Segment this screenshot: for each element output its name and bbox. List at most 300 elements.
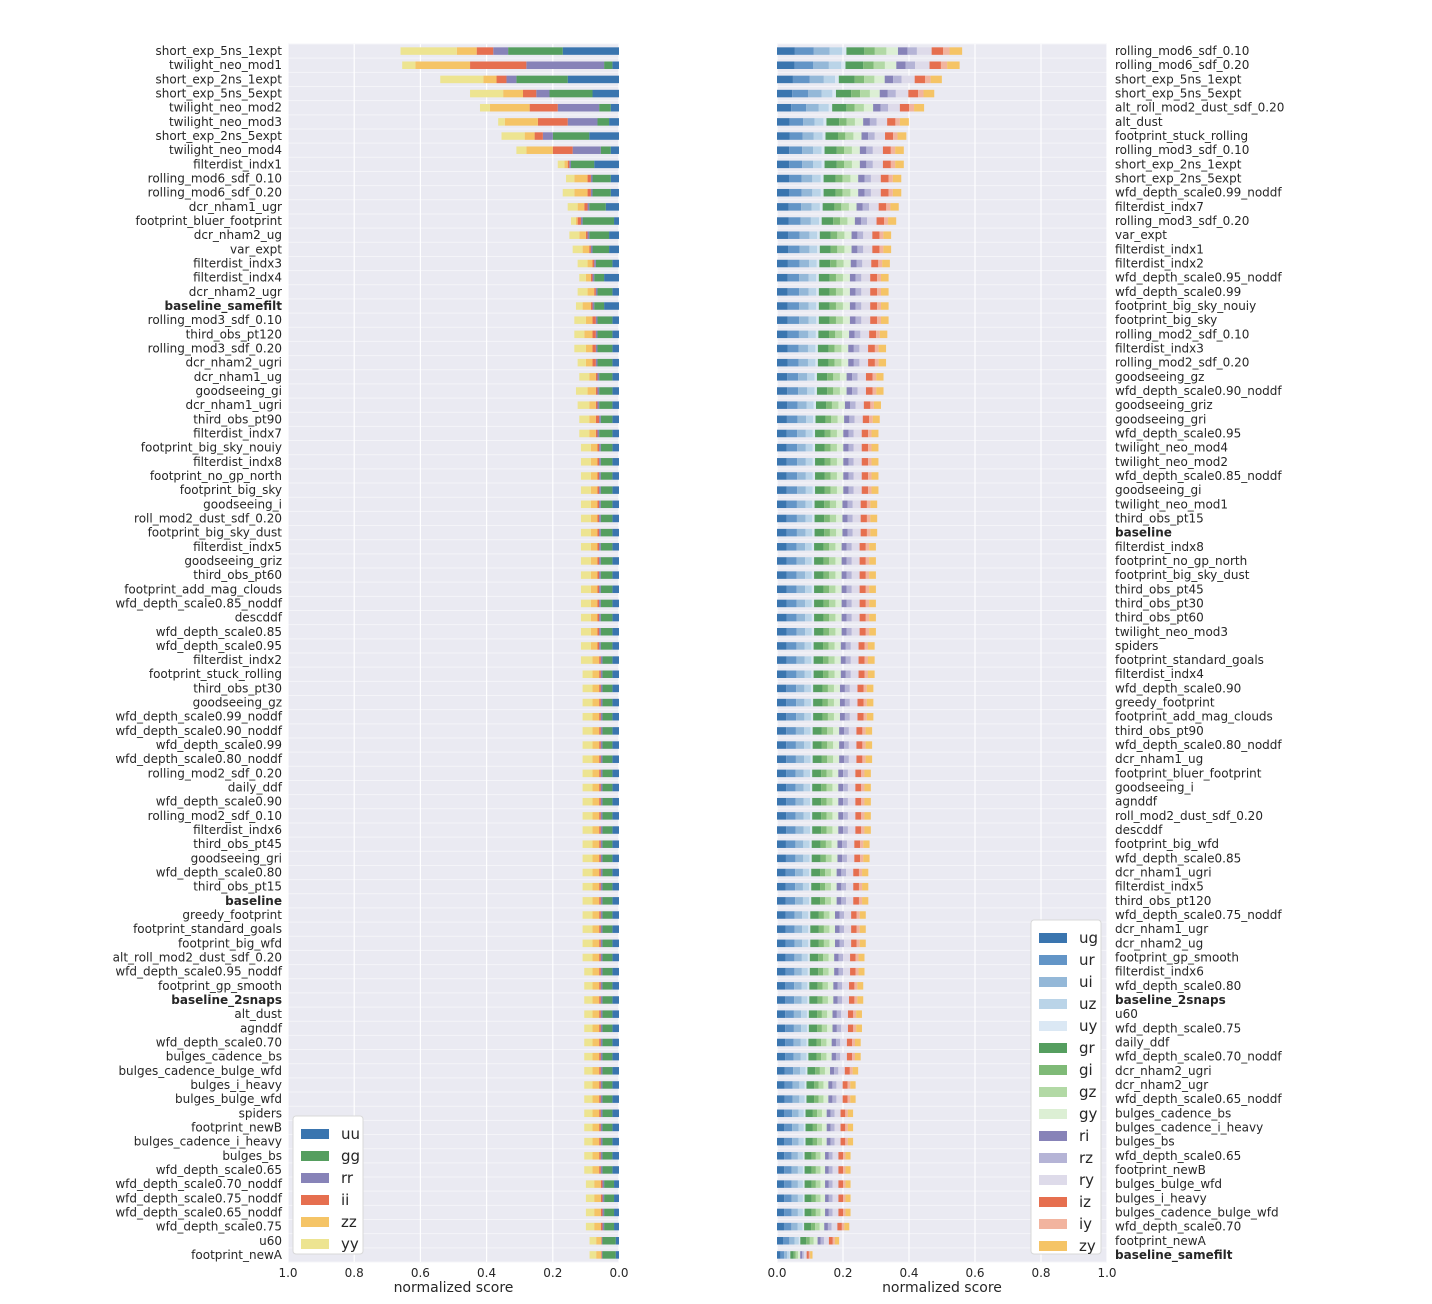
bar-segment-iy [866, 571, 869, 579]
bar-segment-uy [822, 161, 825, 169]
bar-segment-gy [849, 203, 857, 211]
bar-segment-uy [807, 1010, 809, 1018]
bar-segment-uz [798, 1209, 803, 1217]
bar-segment-rz [832, 1095, 836, 1103]
bar-segment-iz [854, 855, 860, 863]
category-label: rolling_mod6_sdf_0.20 [1115, 58, 1250, 73]
bar-segment-gg [601, 529, 613, 537]
bar-segment-rr [599, 642, 601, 650]
x-tick-label: 0.0 [609, 1266, 629, 1280]
bar-segment-gr [814, 614, 824, 622]
bar-segment-zy [867, 685, 874, 693]
category-label: wfd_depth_scale0.65_noddf [115, 1205, 282, 1220]
bar-segment-uy [805, 1081, 807, 1089]
category-label: wfd_depth_scale0.99_noddf [115, 709, 282, 724]
category-label: footprint_newA [1115, 1233, 1206, 1248]
bar-segment-uy [810, 840, 812, 848]
bar-segment-rz [837, 1025, 841, 1033]
bar-segment-gy [842, 331, 849, 339]
bar-segment-uu [612, 713, 619, 721]
bar-segment-gy [864, 104, 873, 112]
bar-segment-yy [584, 982, 592, 990]
bar-segment-ry [834, 1124, 840, 1132]
bar-segment-yy [581, 586, 591, 594]
bar-segment-gy [831, 869, 837, 877]
legend-label-uz: uz [1079, 995, 1097, 1013]
bar-segment-gy [843, 302, 850, 310]
bar-segment-gg [571, 161, 594, 169]
bar-segment-zz [579, 231, 586, 239]
bar-segment-rr [601, 784, 603, 792]
bar-segment-ry [854, 430, 862, 438]
bar-segment-gy [829, 911, 835, 919]
bar-segment-uz [801, 1025, 807, 1033]
bar-segment-zz [591, 571, 598, 579]
bar-segment-gr [826, 118, 839, 126]
bar-segment-ug [777, 557, 787, 565]
bar-segment-uy [812, 529, 814, 537]
bar-segment-iy [861, 812, 864, 820]
bar-segment-ug [777, 1110, 784, 1118]
bar-segment-uy [811, 699, 813, 707]
category-label: short_exp_5ns_1expt [155, 44, 282, 59]
legend-label-gy: gy [1079, 1105, 1098, 1123]
category-label: footprint_bluer_footprint [135, 214, 282, 229]
bar-segment-zy [898, 132, 907, 140]
bar-segment-gg [604, 61, 612, 69]
bar-segment-rz [846, 670, 851, 678]
bar-segment-gr [812, 812, 821, 820]
bar-segment-ii [597, 486, 599, 494]
bar-segment-ri [825, 1152, 829, 1160]
bar-segment-rz [855, 331, 861, 339]
bar-segment-uu [612, 699, 619, 707]
bar-segment-gr [804, 1223, 811, 1231]
bar-segment-iy [859, 897, 862, 905]
bar-segment-uz [804, 699, 811, 707]
bar-segment-ui [798, 401, 807, 409]
bar-segment-ur [787, 373, 798, 381]
bar-segment-gy [827, 1010, 832, 1018]
bar-segment-iz [855, 784, 861, 792]
bar-segment-ry [846, 869, 853, 877]
bar-segment-gr [808, 1039, 816, 1047]
bar-segment-rz [848, 529, 853, 537]
bar-segment-ii [599, 855, 601, 863]
category-label: footprint_stuck_rolling [1115, 129, 1249, 144]
x-tick-label: 1.0 [1097, 1266, 1117, 1280]
bar-segment-ui [799, 288, 809, 296]
bar-segment-uu [612, 486, 619, 494]
bar-segment-gy [886, 47, 898, 55]
bar-segment-gz [824, 940, 830, 948]
bar-segment-ii [601, 1223, 603, 1231]
bar-segment-uy [812, 543, 814, 551]
bar-segment-ug [777, 132, 789, 140]
x-tick-label: 0.6 [410, 1266, 430, 1280]
category-label: baseline [1115, 525, 1172, 540]
bar-segment-yy [584, 1110, 592, 1118]
bar-segment-uy [816, 331, 819, 339]
bar-segment-ii [568, 161, 570, 169]
bar-segment-gy [833, 755, 839, 763]
bar-segment-yy [402, 61, 415, 69]
bar-segment-ri [837, 883, 842, 891]
bar-segment-uz [824, 76, 835, 84]
category-label: spiders [1115, 638, 1159, 653]
bar-segment-iy [865, 642, 868, 650]
category-label: goodseeing_i [203, 497, 282, 512]
bar-segment-ur [787, 458, 797, 466]
bar-segment-gg [601, 614, 613, 622]
bar-segment-yy [579, 430, 589, 438]
bar-segment-gr [807, 1067, 815, 1075]
category-label: footprint_no_gp_north [1115, 553, 1248, 568]
bar-segment-zz [586, 274, 591, 282]
bar-segment-uz [805, 515, 812, 523]
bar-segment-gg [601, 515, 613, 523]
category-label: bulges_bs [1115, 1134, 1175, 1149]
bar-segment-gz [837, 260, 844, 268]
bar-segment-ui [797, 430, 806, 438]
bar-segment-ug [777, 586, 787, 594]
bar-segment-gy [853, 132, 861, 140]
bar-segment-gz [831, 430, 837, 438]
bar-segment-gi [819, 940, 824, 948]
bar-segment-zy [869, 571, 876, 579]
bar-segment-rz [845, 685, 850, 693]
bar-segment-rr [601, 1110, 603, 1118]
bar-segment-gy [837, 430, 843, 438]
bar-segment-ur [789, 132, 802, 140]
bar-segment-gg [601, 444, 613, 452]
bar-segment-uu [612, 501, 619, 509]
bar-segment-gg [597, 118, 609, 126]
bar-segment-gy [836, 501, 842, 509]
legend-swatch-ur [1039, 955, 1067, 965]
bar-segment-iz [870, 274, 877, 282]
bar-segment-zy [862, 897, 868, 905]
bar-segment-gi [834, 203, 841, 211]
bar-segment-rr [597, 373, 599, 381]
bar-segment-ry [888, 104, 900, 112]
bar-segment-ii [596, 373, 598, 381]
bar-segment-gz [821, 1039, 826, 1047]
bar-segment-ri [842, 515, 847, 523]
category-label: wfd_depth_scale0.75 [1115, 1021, 1242, 1036]
bar-segment-rz [847, 600, 852, 608]
bar-segment-ug [777, 685, 786, 693]
category-label: bulges_i_heavy [190, 1077, 282, 1092]
bar-segment-yy [470, 90, 503, 98]
bar-segment-gz [831, 444, 837, 452]
bar-segment-gi [821, 798, 826, 806]
bar-segment-yy [584, 1138, 592, 1146]
bar-segment-rz [848, 501, 853, 509]
bar-segment-gz [841, 203, 849, 211]
bar-segment-ri [848, 359, 854, 367]
bar-segment-rz [831, 1124, 835, 1132]
bar-segment-gg [602, 1124, 612, 1132]
bar-segment-gy [874, 76, 884, 84]
bar-segment-zy [844, 1223, 849, 1231]
bar-segment-zz [591, 472, 598, 480]
bar-segment-gr [812, 840, 821, 848]
bar-segment-gy [831, 897, 837, 905]
bar-segment-uz [803, 897, 809, 905]
bar-segment-gy [834, 685, 840, 693]
bar-segment-zy [855, 1053, 861, 1061]
bar-segment-iz [849, 982, 854, 990]
category-label: spiders [238, 1106, 282, 1121]
bar-segment-ui [799, 331, 808, 339]
bar-segment-zz [586, 316, 593, 324]
bar-segment-uz [802, 954, 808, 962]
bar-segment-iz [879, 203, 887, 211]
bar-segment-ii [599, 911, 601, 919]
bar-segment-gr [820, 231, 831, 239]
bar-segment-gi [822, 755, 827, 763]
bar-segment-iz [849, 996, 854, 1004]
bar-segment-ur [787, 387, 798, 395]
bar-segment-iy [877, 302, 881, 310]
bar-segment-rz [829, 1166, 833, 1174]
bar-segment-rz [840, 940, 845, 948]
bar-segment-ui [793, 1095, 800, 1103]
bar-segment-zz [593, 925, 600, 933]
bar-segment-ri [873, 104, 881, 112]
bar-segment-uz [814, 118, 823, 126]
bar-segment-gr [815, 472, 825, 480]
bar-segment-uu [612, 755, 619, 763]
bar-segment-uy [813, 416, 815, 424]
bar-segment-ri [839, 727, 844, 735]
bar-segment-iz [847, 1039, 852, 1047]
bar-segment-ry [915, 61, 930, 69]
bar-segment-rz [847, 586, 852, 594]
bar-segment-zz [593, 1039, 600, 1047]
bar-segment-iz [885, 132, 893, 140]
x-tick-label: 0.4 [899, 1266, 919, 1280]
bar-segment-ui [802, 175, 813, 183]
bar-segment-ur [787, 444, 797, 452]
bar-segment-rr [602, 1237, 603, 1245]
bar-segment-rz [845, 699, 850, 707]
bar-segment-gg [593, 175, 611, 183]
bar-segment-iz [855, 812, 861, 820]
bar-segment-rz [843, 826, 848, 834]
bar-segment-gg [602, 982, 612, 990]
bar-segment-ry [854, 458, 862, 466]
bar-segment-gz [810, 1237, 814, 1245]
bar-segment-uu [612, 656, 619, 664]
bar-segment-uu [612, 331, 619, 339]
bar-segment-gz [829, 670, 835, 678]
bar-segment-rr [601, 954, 603, 962]
bar-segment-gr [806, 1138, 813, 1146]
bar-segment-gz [819, 1081, 824, 1089]
category-label: filterdist_indx4 [193, 270, 282, 285]
category-label: wfd_depth_scale0.90 [155, 794, 282, 809]
bar-segment-ur [789, 175, 802, 183]
category-label: footprint_add_mag_clouds [124, 582, 282, 597]
bar-segment-rr [536, 90, 549, 98]
legend-label-gz: gz [1079, 1083, 1097, 1101]
bar-segment-rr [601, 911, 603, 919]
bar-segment-iy [869, 416, 873, 424]
category-label: footprint_standard_goals [133, 922, 282, 937]
bar-segment-rr [599, 444, 601, 452]
bar-segment-ii [599, 670, 601, 678]
category-label: alt_roll_mod2_dust_sdf_0.20 [112, 950, 282, 965]
bar-segment-ug [777, 1166, 784, 1174]
bar-segment-iy [877, 274, 881, 282]
bar-segment-gg [602, 1166, 612, 1174]
bar-segment-ui [802, 189, 813, 197]
bar-segment-ry [852, 628, 860, 636]
bar-segment-gg [602, 826, 612, 834]
bar-segment-iy [879, 246, 883, 254]
bar-segment-gg [602, 911, 612, 919]
bar-segment-ri [841, 670, 846, 678]
bar-segment-gi [821, 840, 826, 848]
bar-segment-zz [490, 104, 530, 112]
bar-segment-zz [593, 1067, 600, 1075]
bar-segment-yy [558, 161, 565, 169]
bar-segment-uu [612, 430, 619, 438]
bar-segment-ug [777, 543, 787, 551]
bar-segment-rr [594, 260, 596, 268]
bar-segment-gy [838, 401, 844, 409]
bar-segment-ri [830, 1067, 834, 1075]
bar-segment-rr [601, 940, 603, 948]
bar-segment-ri [841, 642, 846, 650]
bar-segment-ry [833, 1152, 839, 1160]
bar-segment-gg [602, 1081, 612, 1089]
bar-segment-ii [596, 401, 598, 409]
category-label: descddf [234, 610, 282, 625]
bar-segment-yy [586, 1209, 594, 1217]
bar-segment-rr [601, 685, 603, 693]
bar-segment-rz [856, 274, 862, 282]
category-label: baseline_samefilt [164, 299, 282, 314]
bar-segment-yy [581, 628, 591, 636]
bar-segment-ui [797, 614, 805, 622]
bar-segment-yy [584, 1081, 592, 1089]
bar-segment-ug [777, 1138, 784, 1146]
bar-segment-ri [827, 1124, 831, 1132]
bar-segment-ug [777, 982, 785, 990]
bar-segment-ri [837, 897, 842, 905]
bar-segment-gy [836, 515, 842, 523]
bar-segment-iy [856, 954, 859, 962]
bar-segment-ug [777, 444, 787, 452]
bar-segment-uy [810, 855, 812, 863]
bar-segment-yy [516, 146, 526, 154]
bar-segment-uy [803, 1180, 805, 1188]
bar-segment-ug [777, 628, 787, 636]
category-label: short_exp_5ns_5expt [1115, 86, 1242, 101]
bar-segment-iy [862, 755, 865, 763]
bar-segment-zy [859, 954, 865, 962]
bar-segment-uy [822, 146, 825, 154]
bar-segment-zz [591, 586, 598, 594]
bar-segment-rz [848, 444, 853, 452]
bar-segment-uz [802, 911, 808, 919]
bar-segment-ui [797, 600, 805, 608]
bar-segment-gr [832, 104, 846, 112]
category-label: alt_dust [234, 1007, 282, 1022]
bar-segment-uu [612, 571, 619, 579]
category-label: footprint_gp_smooth [1115, 950, 1239, 965]
bar-segment-uu [563, 47, 619, 55]
category-label: wfd_depth_scale0.99 [155, 738, 282, 753]
bar-segment-ii [599, 1166, 601, 1174]
bar-segment-yy [583, 798, 593, 806]
bar-segment-gg [602, 954, 612, 962]
category-label: third_obs_pt60 [193, 568, 282, 583]
bar-segment-ug [777, 1124, 784, 1132]
bar-segment-uy [810, 798, 812, 806]
bar-segment-rz [802, 1251, 804, 1259]
bar-segment-iy [864, 685, 867, 693]
bar-segment-zy [869, 586, 876, 594]
bar-segment-gr [816, 401, 826, 409]
bar-segment-uz [799, 1095, 804, 1103]
bar-segment-gi [818, 996, 823, 1004]
bar-segment-zy [874, 401, 881, 409]
category-label: footprint_stuck_rolling [148, 667, 282, 682]
bar-segment-iz [854, 840, 860, 848]
bar-segment-ur [788, 260, 800, 268]
bar-segment-ii [599, 798, 601, 806]
category-label: wfd_depth_scale0.70 [155, 1035, 282, 1050]
bar-segment-ry [846, 897, 853, 905]
category-label: roll_mod2_dust_sdf_0.20 [1115, 808, 1263, 823]
bar-segment-gr [809, 982, 817, 990]
bar-segment-gi [828, 359, 834, 367]
bar-segment-ri [847, 373, 852, 381]
bar-segment-gr [822, 217, 834, 225]
bar-segment-yy [578, 359, 586, 367]
bar-segment-gy [829, 940, 835, 948]
bar-segment-uy [807, 982, 809, 990]
bar-segment-zy [848, 1124, 853, 1132]
bar-segment-rr [599, 486, 601, 494]
bar-segment-gr [815, 430, 825, 438]
bar-segment-rz [838, 982, 842, 990]
bar-segment-gy [835, 557, 841, 565]
bar-segment-ri [842, 501, 847, 509]
category-label: wfd_depth_scale0.90_noddf [115, 723, 282, 738]
bar-segment-iz [861, 529, 867, 537]
bar-segment-uu [612, 529, 619, 537]
bar-segment-ui [799, 359, 808, 367]
category-label: baseline [225, 893, 282, 908]
bar-segment-gz [864, 76, 874, 84]
bar-segment-ug [777, 656, 786, 664]
bar-segment-gy [798, 1251, 800, 1259]
bar-segment-ii [599, 982, 601, 990]
bar-segment-gr [790, 1251, 793, 1259]
bar-segment-uy [819, 217, 822, 225]
bar-segment-uz [804, 784, 810, 792]
bar-segment-gg [601, 146, 611, 154]
bar-segment-uy [808, 954, 810, 962]
bar-segment-uu [604, 302, 619, 310]
bar-segment-rr [588, 231, 590, 239]
bar-segment-ii [601, 1195, 603, 1203]
